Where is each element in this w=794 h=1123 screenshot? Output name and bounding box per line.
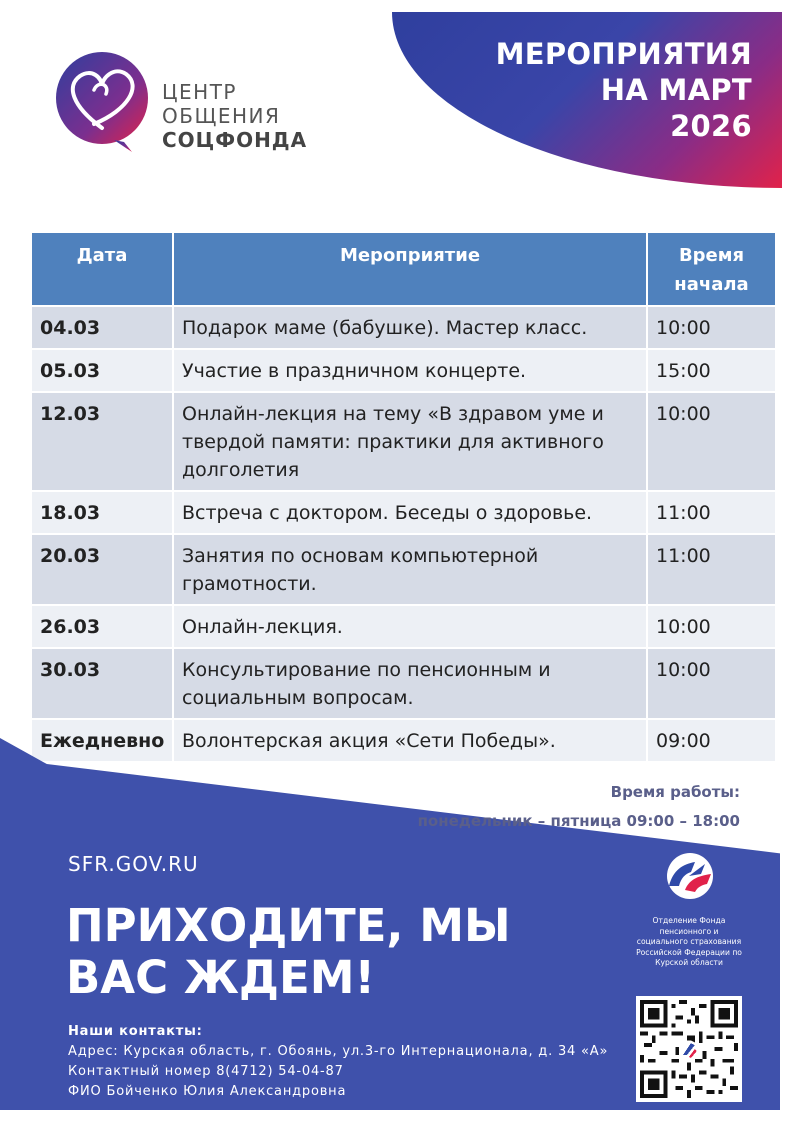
header-time: Время начала bbox=[647, 232, 776, 306]
contacts-address: Адрес: Курская область, г. Обоянь, ул.3-го Интернационала, д. 34 «А» bbox=[68, 1044, 609, 1059]
slogan-line-2: ВАС ЖДЕМ! bbox=[66, 951, 376, 1004]
row-date: 30.03 bbox=[31, 648, 173, 719]
table-row bbox=[31, 392, 776, 491]
logo-line-1: ЦЕНТР bbox=[162, 80, 237, 104]
row-date: Ежедневно bbox=[31, 719, 173, 762]
row-date: 05.03 bbox=[31, 349, 173, 392]
table-row bbox=[31, 648, 776, 719]
qr-code[interactable] bbox=[636, 996, 742, 1102]
schedule-table bbox=[30, 231, 777, 763]
title-line-2: НА МАРТ bbox=[600, 73, 752, 107]
row-date: 20.03 bbox=[31, 534, 173, 605]
title-line-1: МЕРОПРИЯТИЯ bbox=[495, 37, 752, 71]
contacts-phone: Контактный номер 8(4712) 54-04-87 bbox=[68, 1064, 344, 1079]
table-row bbox=[31, 306, 776, 349]
row-event: Занятия по основам компьютерной грамотности. bbox=[173, 534, 647, 605]
row-time: 11:00 bbox=[647, 534, 776, 605]
row-event: Участие в праздничном концерте. bbox=[173, 349, 647, 392]
row-date: 12.03 bbox=[31, 392, 173, 491]
row-event: Онлайн-лекция на тему «В здравом уме и твердой памяти: практики для активного долголетия bbox=[173, 392, 647, 491]
table-row bbox=[31, 534, 776, 605]
slogan bbox=[66, 900, 586, 1004]
row-event: Встреча с доктором. Беседы о здоровье. bbox=[173, 491, 647, 534]
contacts-block bbox=[68, 1022, 608, 1102]
table-row bbox=[31, 349, 776, 392]
work-hours bbox=[418, 778, 740, 836]
logo-wordmark bbox=[162, 80, 307, 152]
logo-line-2: ОБЩЕНИЯ bbox=[162, 104, 281, 128]
logo-line-3: СОЦФОНДА bbox=[162, 128, 308, 152]
row-event: Подарок маме (бабушке). Мастер класс. bbox=[173, 306, 647, 349]
title-line-3: 2026 bbox=[670, 109, 752, 143]
row-time: 10:00 bbox=[647, 605, 776, 648]
table-header-row bbox=[31, 232, 776, 306]
contacts-person: ФИО Бойченко Юлия Александровна bbox=[68, 1084, 347, 1099]
row-date: 04.03 bbox=[31, 306, 173, 349]
row-time: 09:00 bbox=[647, 719, 776, 762]
row-event: Волонтерская акция «Сети Победы». bbox=[173, 719, 647, 762]
table-row bbox=[31, 605, 776, 648]
page-title bbox=[452, 36, 752, 144]
row-date: 26.03 bbox=[31, 605, 173, 648]
row-time: 10:00 bbox=[647, 306, 776, 349]
header-event: Мероприятие bbox=[173, 232, 647, 306]
sfr-caption: Отделение Фонда пенсионного и социального страхования Российской Федерации по Курской области bbox=[636, 916, 742, 967]
row-time: 11:00 bbox=[647, 491, 776, 534]
table-row bbox=[31, 719, 776, 762]
work-hours-label: Время работы: bbox=[610, 783, 740, 801]
header-date: Дата bbox=[31, 232, 173, 306]
row-time: 15:00 bbox=[647, 349, 776, 392]
slogan-line-1: ПРИХОДИТЕ, МЫ bbox=[66, 899, 511, 952]
table-row bbox=[31, 491, 776, 534]
site-link[interactable]: SFR.GOV.RU bbox=[68, 852, 199, 876]
header-banner bbox=[392, 12, 782, 188]
heart-logo-icon bbox=[52, 50, 152, 154]
work-hours-value: понедельник – пятница 09:00 – 18:00 bbox=[417, 812, 740, 830]
row-date: 18.03 bbox=[31, 491, 173, 534]
row-time: 10:00 bbox=[647, 392, 776, 491]
row-event: Онлайн-лекция. bbox=[173, 605, 647, 648]
row-event: Консультирование по пенсионным и социальным вопросам. bbox=[173, 648, 647, 719]
row-time: 10:00 bbox=[647, 648, 776, 719]
qr-code-icon bbox=[640, 1000, 738, 1098]
contacts-heading: Наши контакты: bbox=[68, 1024, 203, 1039]
sfr-logo-icon bbox=[655, 852, 725, 900]
